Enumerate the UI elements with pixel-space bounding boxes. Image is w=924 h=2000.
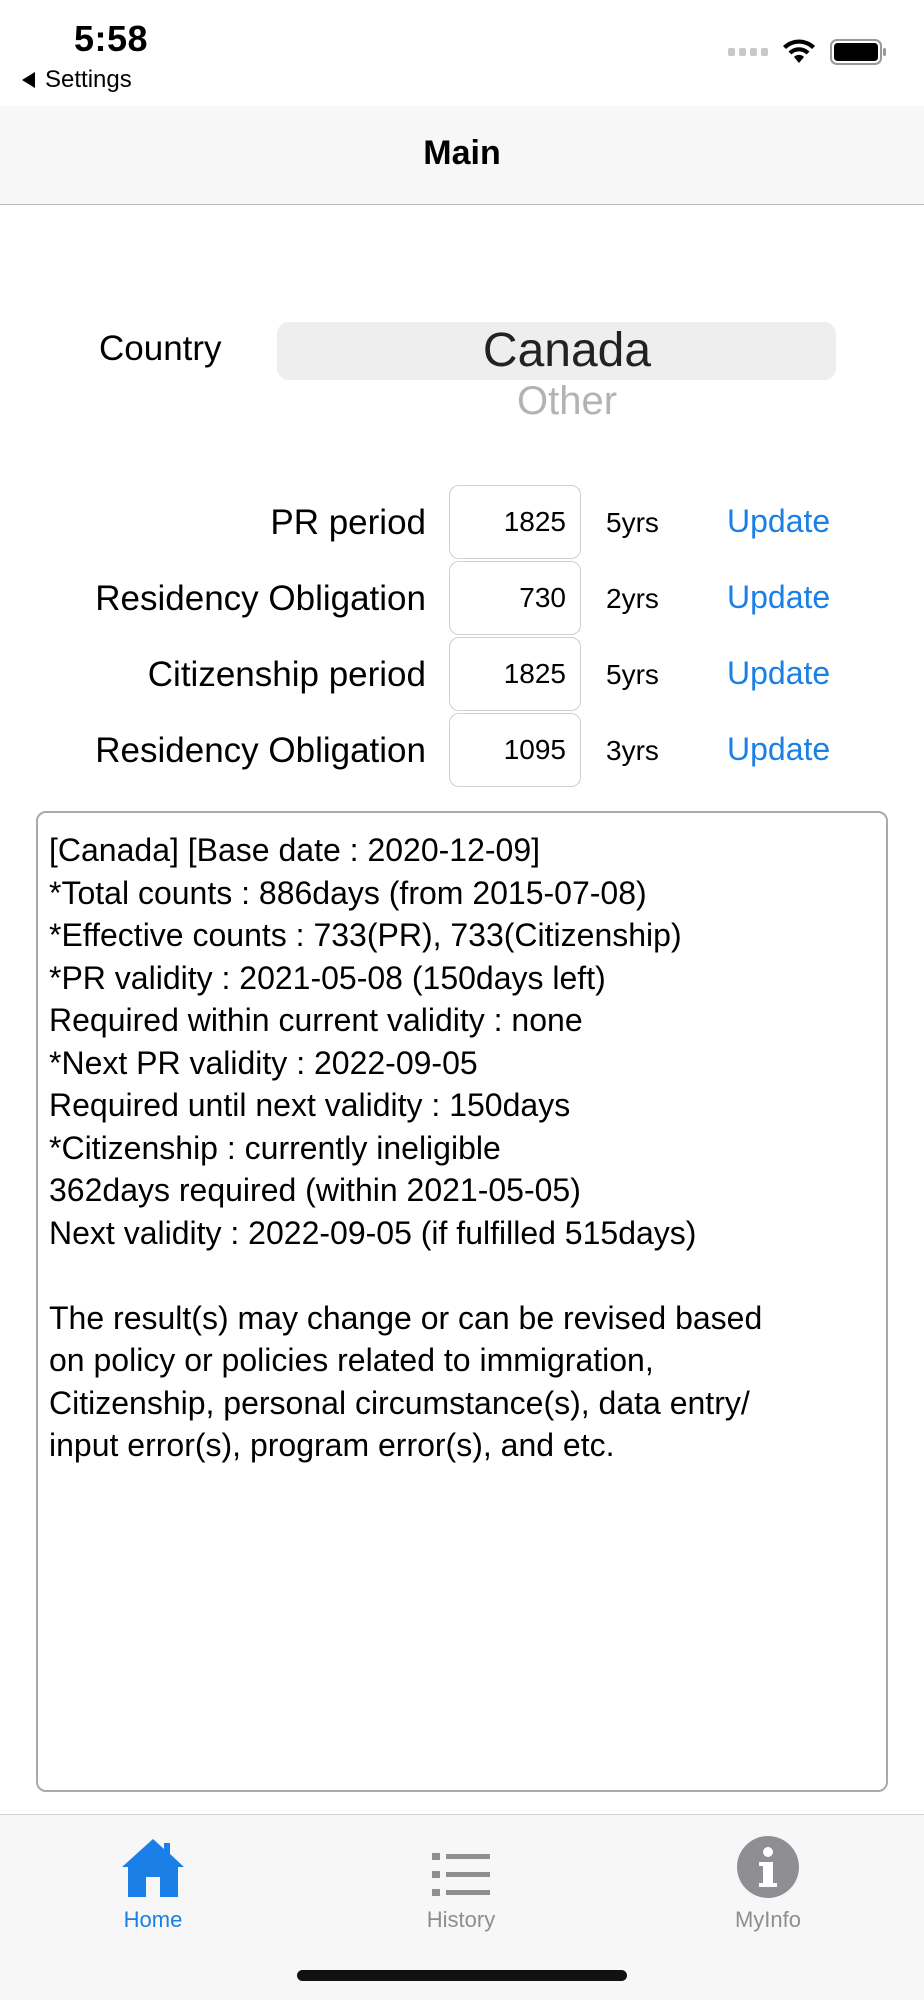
- cellular-signal-icon: [728, 48, 768, 56]
- result-line: *Citizenship : currently ineligible: [49, 1129, 501, 1166]
- result-line: Required until next validity : 150days: [49, 1087, 571, 1123]
- tab-home-label: Home: [123, 1907, 183, 1932]
- back-link-label: Settings: [45, 66, 132, 93]
- citizenship-period-input[interactable]: 1825: [449, 637, 581, 711]
- result-line: 362days required (within 2021-05-05): [49, 1172, 581, 1208]
- status-indicators: [728, 38, 888, 66]
- pr-period-row: [0, 485, 924, 561]
- back-to-settings-link[interactable]: [22, 66, 132, 94]
- list-icon: [432, 1851, 490, 1899]
- page-title: Main: [423, 134, 501, 172]
- navigation-bar: [0, 106, 924, 205]
- result-line: Required within current validity : none: [49, 1002, 583, 1038]
- citizenship-period-row: [0, 637, 924, 713]
- wifi-icon: [782, 39, 816, 65]
- tab-myinfo-label: MyInfo: [734, 1907, 802, 1932]
- result-line: *Next PR validity : 2022-09-05: [49, 1044, 478, 1081]
- result-line: *Effective counts : 733(PR), 733(Citizenship): [49, 917, 682, 953]
- result-line: Next validity : 2022-09-05 (if fulfilled 515days): [49, 1214, 697, 1251]
- citizenship-period-years: 5yrs: [606, 659, 659, 690]
- citizenship-residency-obligation-years: 3yrs: [606, 735, 659, 766]
- result-line: *PR validity : 2021-05-08 (150days left): [49, 959, 606, 996]
- tab-history-label: History: [426, 1907, 496, 1932]
- result-line: *Total counts : 886days (from 2015-07-08): [49, 874, 647, 911]
- citizenship-period-label: Citizenship period: [147, 655, 426, 694]
- pr-period-label: PR period: [270, 503, 426, 542]
- back-arrow-icon: [22, 72, 35, 88]
- disclaimer-line: Citizenship, personal circumstance(s), data entry/: [49, 1384, 750, 1421]
- pr-residency-obligation-update-button[interactable]: Update: [727, 579, 831, 615]
- citizenship-period-update-button[interactable]: Update: [727, 655, 831, 691]
- result-text-area[interactable]: [36, 811, 888, 1792]
- battery-icon: [830, 38, 888, 66]
- country-picker-selected[interactable]: Canada: [482, 324, 652, 377]
- pr-residency-obligation-label: Residency Obligation: [95, 579, 426, 618]
- status-time: 5:58: [74, 18, 149, 59]
- country-picker-option-other[interactable]: Other: [516, 379, 618, 423]
- home-indicator: [297, 1970, 627, 1981]
- disclaimer-line: The result(s) may change or can be revised based: [49, 1299, 763, 1336]
- pr-residency-obligation-years: 2yrs: [606, 583, 659, 614]
- citizenship-residency-obligation-input[interactable]: 1095: [449, 713, 581, 787]
- country-label: Country: [99, 329, 222, 368]
- disclaimer-line: input error(s), program error(s), and etc.: [49, 1427, 615, 1463]
- citizenship-residency-obligation-update-button[interactable]: Update: [727, 731, 831, 767]
- tab-history[interactable]: [381, 1825, 541, 1933]
- citizenship-residency-obligation-row: [0, 713, 924, 789]
- result-line: [Canada] [Base date : 2020-12-09]: [49, 832, 541, 868]
- pr-residency-obligation-row: [0, 561, 924, 637]
- citizenship-residency-obligation-label: Residency Obligation: [95, 731, 426, 770]
- disclaimer-line: on policy or policies related to immigration,: [49, 1342, 654, 1378]
- pr-period-input[interactable]: 1825: [449, 485, 581, 559]
- tab-home[interactable]: [73, 1825, 233, 1933]
- result-spacer: [49, 1254, 876, 1297]
- info-icon: [736, 1835, 800, 1899]
- home-icon: [120, 1837, 186, 1899]
- pr-residency-obligation-input[interactable]: 730: [449, 561, 581, 635]
- tab-myinfo[interactable]: [688, 1825, 848, 1933]
- pr-period-update-button[interactable]: Update: [727, 503, 831, 539]
- pr-period-years: 5yrs: [606, 507, 659, 538]
